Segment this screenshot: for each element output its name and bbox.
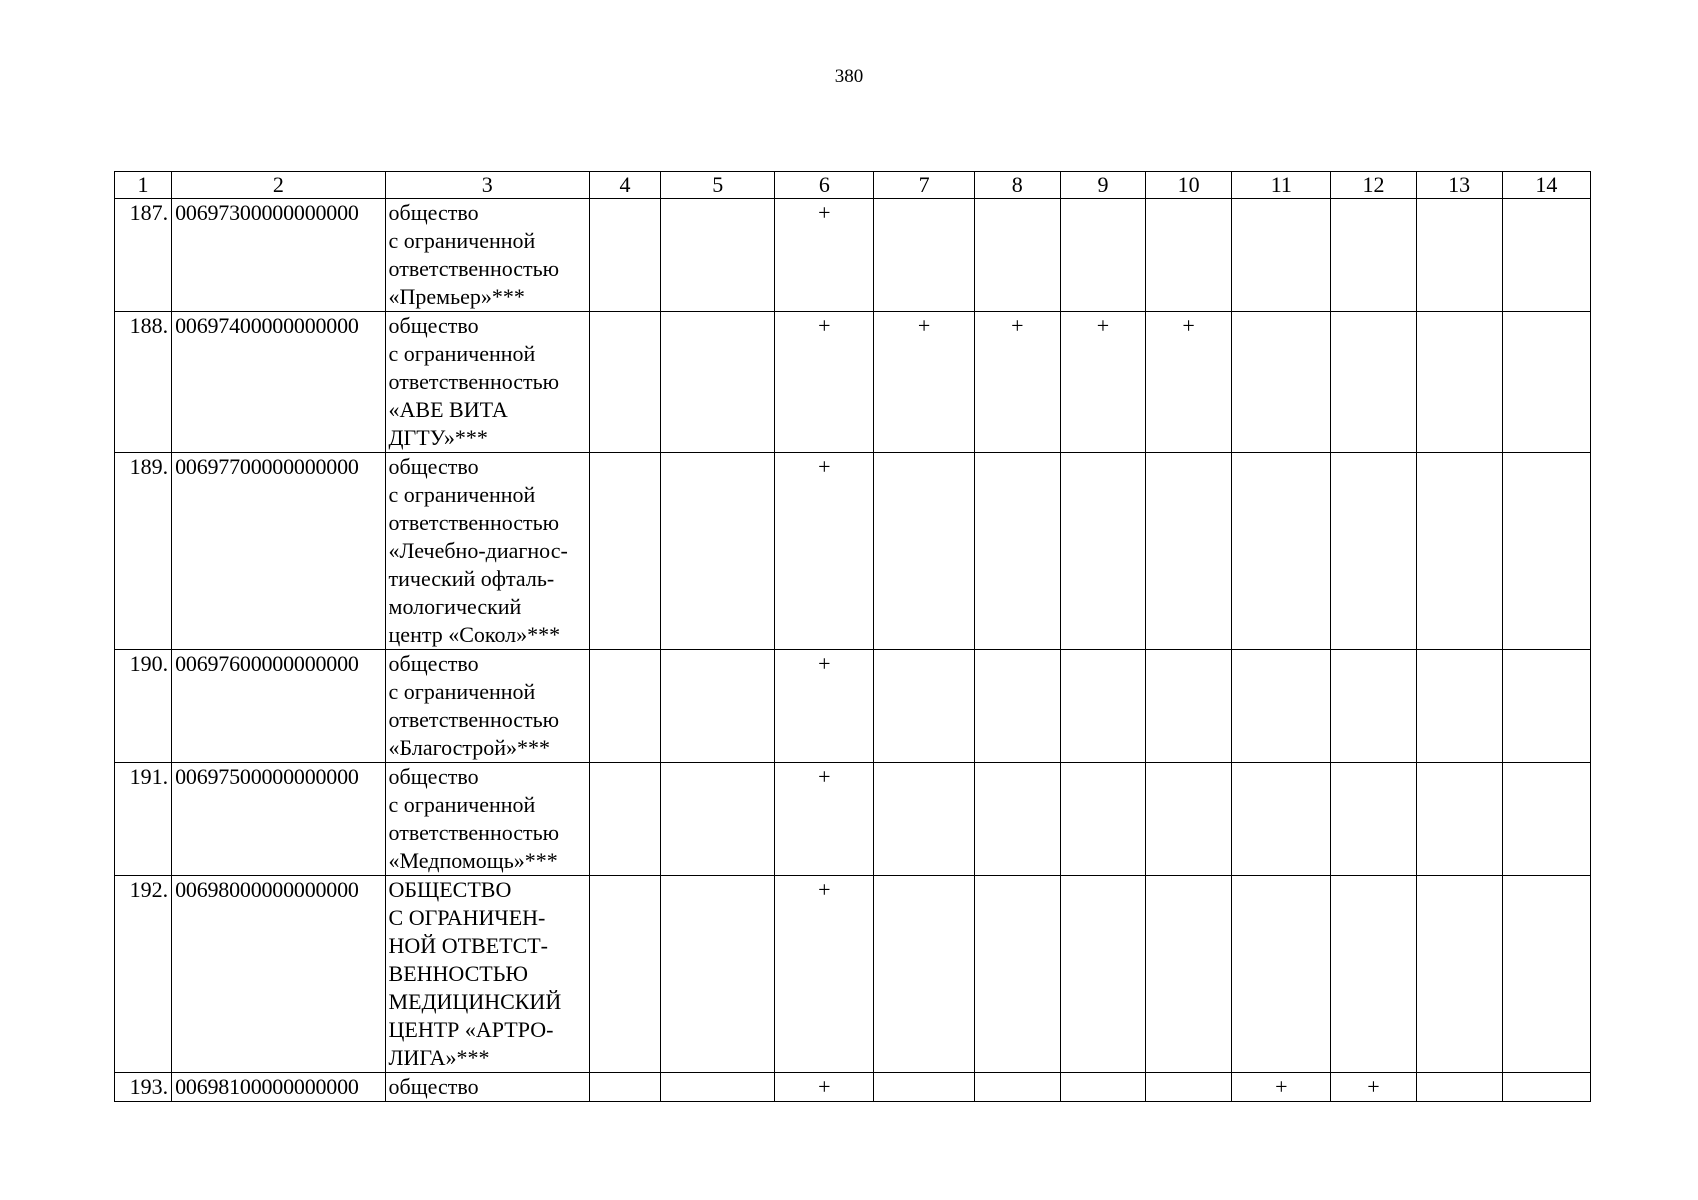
- column-header: 5: [661, 172, 775, 199]
- mark-cell: +: [775, 650, 874, 763]
- organization-code: 00697700000000000: [172, 453, 385, 650]
- page-number: 380: [834, 66, 864, 87]
- column-header: 9: [1060, 172, 1145, 199]
- table-row: [115, 312, 1591, 453]
- row-number: 190.: [115, 650, 172, 763]
- mark-cell: [1502, 763, 1590, 876]
- mark-cell: [589, 312, 660, 453]
- organization-code: 00697300000000000: [172, 199, 385, 312]
- mark-cell: [1232, 312, 1331, 453]
- mark-cell: [1502, 876, 1590, 1073]
- mark-cell: [974, 453, 1060, 650]
- mark-cell: [1331, 453, 1416, 650]
- mark-cell: [589, 876, 660, 1073]
- mark-cell: [1416, 453, 1502, 650]
- mark-cell: [1146, 453, 1232, 650]
- mark-cell: +: [974, 312, 1060, 453]
- mark-cell: [1416, 763, 1502, 876]
- organization-name: общество с ограниченной ответственностью «Премьер»***: [385, 199, 589, 312]
- mark-cell: [974, 1073, 1060, 1102]
- mark-cell: +: [775, 1073, 874, 1102]
- mark-cell: [1232, 650, 1331, 763]
- organization-name: ОБЩЕСТВО С ОГРАНИЧЕН- НОЙ ОТВЕТСТ- ВЕННОСТЬЮ МЕДИЦИНСКИЙ ЦЕНТР «АРТРО- ЛИГА»***: [385, 876, 589, 1073]
- organization-code: 00698100000000000: [172, 1073, 385, 1102]
- mark-cell: +: [775, 876, 874, 1073]
- mark-cell: [661, 876, 775, 1073]
- organization-code: 00697400000000000: [172, 312, 385, 453]
- mark-cell: [1416, 1073, 1502, 1102]
- column-header: 11: [1232, 172, 1331, 199]
- mark-cell: [1060, 1073, 1145, 1102]
- mark-cell: [1146, 199, 1232, 312]
- table-row: [115, 453, 1591, 650]
- mark-cell: [974, 763, 1060, 876]
- column-header: 1: [115, 172, 172, 199]
- mark-cell: [1146, 876, 1232, 1073]
- organization-name: общество: [385, 1073, 589, 1102]
- mark-cell: [1232, 453, 1331, 650]
- mark-cell: [589, 763, 660, 876]
- mark-cell: [874, 650, 974, 763]
- mark-cell: [874, 199, 974, 312]
- mark-cell: +: [1331, 1073, 1416, 1102]
- mark-cell: [1502, 199, 1590, 312]
- organization-code: 00697600000000000: [172, 650, 385, 763]
- organization-name: общество с ограниченной ответственностью «АВЕ ВИТА ДГТУ»***: [385, 312, 589, 453]
- column-header: 14: [1502, 172, 1590, 199]
- mark-cell: [1060, 650, 1145, 763]
- table-row: [115, 1073, 1591, 1102]
- mark-cell: [661, 199, 775, 312]
- mark-cell: [974, 876, 1060, 1073]
- mark-cell: [1502, 650, 1590, 763]
- organization-code: 00697500000000000: [172, 763, 385, 876]
- mark-cell: +: [1146, 312, 1232, 453]
- column-header: 3: [385, 172, 589, 199]
- mark-cell: +: [775, 763, 874, 876]
- column-header: 2: [172, 172, 385, 199]
- mark-cell: [1146, 763, 1232, 876]
- registry-table: [114, 171, 1591, 1102]
- table-row: [115, 763, 1591, 876]
- mark-cell: [1416, 312, 1502, 453]
- mark-cell: [1331, 763, 1416, 876]
- mark-cell: [874, 876, 974, 1073]
- row-number: 192.: [115, 876, 172, 1073]
- table-row: [115, 650, 1591, 763]
- mark-cell: [661, 650, 775, 763]
- mark-cell: [1060, 876, 1145, 1073]
- mark-cell: [661, 312, 775, 453]
- table-row: [115, 876, 1591, 1073]
- mark-cell: [589, 453, 660, 650]
- mark-cell: [1502, 453, 1590, 650]
- mark-cell: [874, 1073, 974, 1102]
- mark-cell: [1060, 199, 1145, 312]
- mark-cell: [874, 453, 974, 650]
- column-header: 12: [1331, 172, 1416, 199]
- mark-cell: [1232, 199, 1331, 312]
- mark-cell: +: [874, 312, 974, 453]
- mark-cell: +: [775, 312, 874, 453]
- mark-cell: [661, 1073, 775, 1102]
- table-row: [115, 199, 1591, 312]
- row-number: 193.: [115, 1073, 172, 1102]
- mark-cell: [874, 763, 974, 876]
- mark-cell: [1331, 650, 1416, 763]
- mark-cell: +: [1060, 312, 1145, 453]
- mark-cell: [1331, 876, 1416, 1073]
- mark-cell: [1502, 1073, 1590, 1102]
- mark-cell: [1331, 199, 1416, 312]
- column-header: 4: [589, 172, 660, 199]
- mark-cell: [589, 199, 660, 312]
- mark-cell: [1232, 876, 1331, 1073]
- table-header-row: [115, 172, 1591, 199]
- mark-cell: [1060, 453, 1145, 650]
- mark-cell: +: [775, 199, 874, 312]
- row-number: 191.: [115, 763, 172, 876]
- column-header: 10: [1146, 172, 1232, 199]
- mark-cell: +: [1232, 1073, 1331, 1102]
- organization-name: общество с ограниченной ответственностью «Медпомощь»***: [385, 763, 589, 876]
- mark-cell: [589, 1073, 660, 1102]
- mark-cell: [1232, 763, 1331, 876]
- mark-cell: [1416, 199, 1502, 312]
- mark-cell: [1502, 312, 1590, 453]
- column-header: 7: [874, 172, 974, 199]
- mark-cell: [1060, 763, 1145, 876]
- mark-cell: +: [775, 453, 874, 650]
- mark-cell: [1331, 312, 1416, 453]
- organization-name: общество с ограниченной ответственностью «Благострой»***: [385, 650, 589, 763]
- mark-cell: [1146, 650, 1232, 763]
- organization-code: 00698000000000000: [172, 876, 385, 1073]
- column-header: 8: [974, 172, 1060, 199]
- mark-cell: [974, 199, 1060, 312]
- mark-cell: [589, 650, 660, 763]
- mark-cell: [974, 650, 1060, 763]
- organization-name: общество с ограниченной ответственностью «Лечебно-диагнос- тический офталь- мологический центр «Сокол»***: [385, 453, 589, 650]
- column-header: 13: [1416, 172, 1502, 199]
- column-header: 6: [775, 172, 874, 199]
- row-number: 187.: [115, 199, 172, 312]
- mark-cell: [1416, 876, 1502, 1073]
- mark-cell: [661, 763, 775, 876]
- mark-cell: [1146, 1073, 1232, 1102]
- mark-cell: [661, 453, 775, 650]
- row-number: 189.: [115, 453, 172, 650]
- row-number: 188.: [115, 312, 172, 453]
- mark-cell: [1416, 650, 1502, 763]
